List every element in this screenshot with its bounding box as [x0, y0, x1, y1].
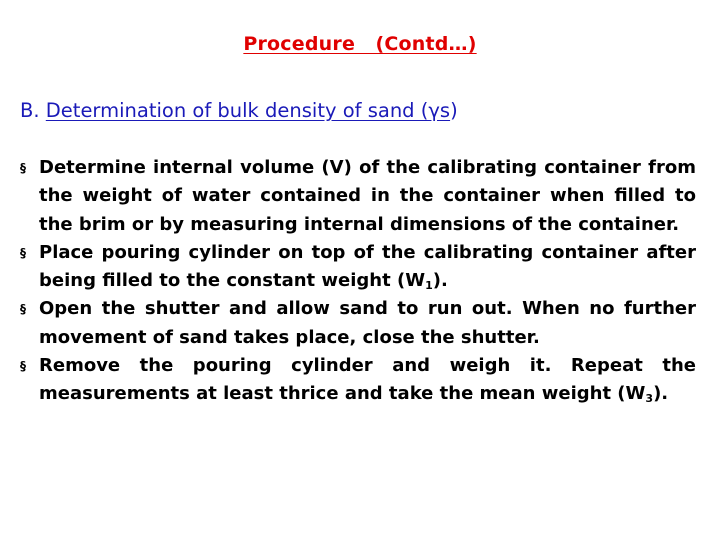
section-heading	[20, 99, 458, 122]
subscript: 3	[645, 392, 654, 406]
bullet-text-end: ).	[432, 270, 448, 292]
bullet-item	[20, 295, 696, 352]
bullet-marker-icon: §	[20, 161, 26, 175]
bullet-text: Place pouring cylinder on top of the calibrating container after being filled to the constant weight (W	[39, 241, 696, 292]
slide-title: Procedure (Contd…)	[243, 33, 477, 55]
bullet-item	[20, 154, 696, 239]
bullet-text-end: ).	[653, 383, 669, 405]
subscript: 1	[425, 279, 433, 293]
bullet-marker-icon: §	[20, 302, 26, 317]
bullet-item	[20, 239, 696, 296]
bullet-list	[20, 154, 696, 409]
section-heading-suffix: )	[450, 99, 458, 122]
bullet-text: Remove the pouring cylinder and weigh it. Repeat the measurements at least thrice and take the mean weight (W	[39, 355, 696, 405]
bullet-item	[20, 352, 696, 409]
section-heading-prefix: B.	[20, 99, 46, 122]
section-heading-text: Determination of bulk density of sand (γs	[45, 99, 451, 122]
bullet-text: Open the shutter and allow sand to run out. When no further movement of sand takes place, close the shutter.	[39, 298, 696, 348]
bullet-marker-icon: §	[20, 359, 26, 374]
bullet-text: Determine internal volume (V) of the calibrating container from the weight of water contained in the container when filled to the brim or by measuring internal dimensions of the container.	[39, 157, 696, 235]
bullet-marker-icon: §	[20, 245, 26, 260]
